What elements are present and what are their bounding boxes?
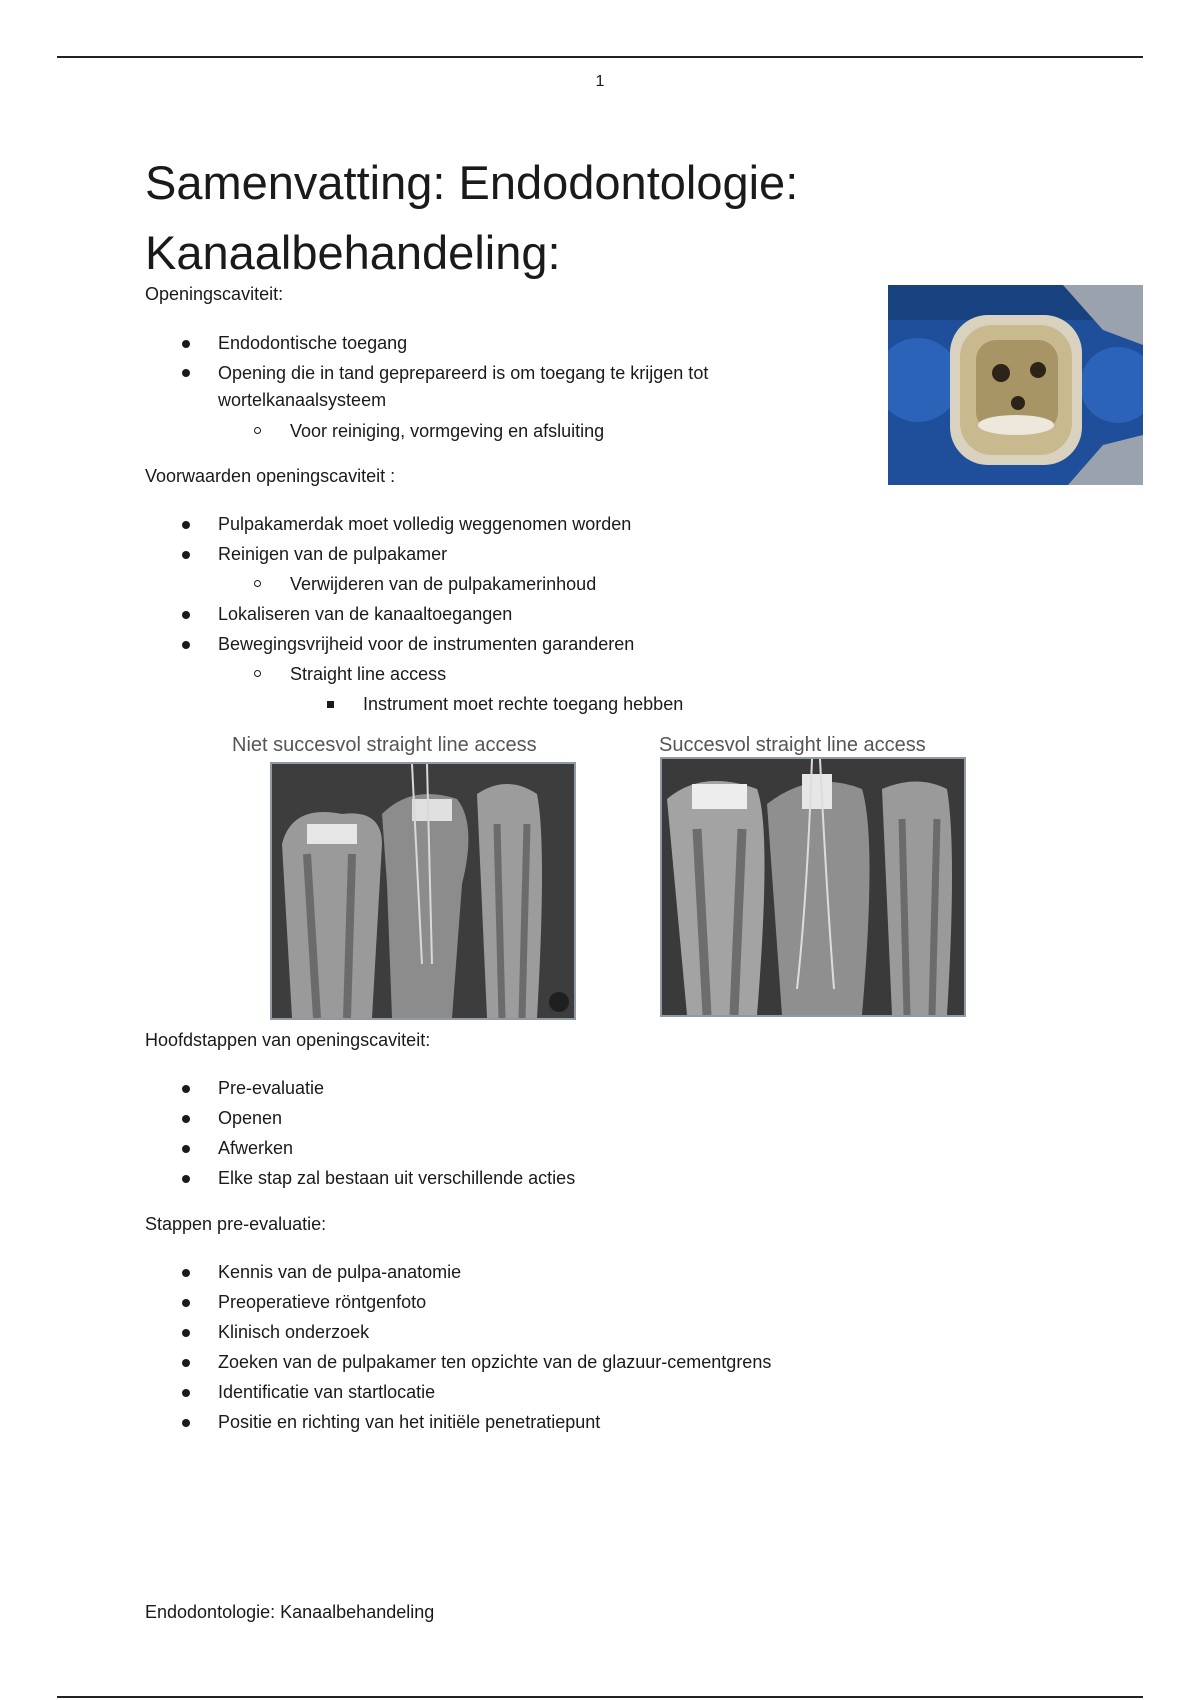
figure-caption-left: Niet succesvol straight line access [232,734,537,756]
bullet-icon [182,369,190,377]
header-rule [57,56,1143,58]
circle-bullet-icon [254,580,261,587]
bullet-icon [182,1359,190,1367]
xray-image-unsuccessful [272,764,574,1018]
section-heading-hoofdstappen: Hoofdstappen van openingscaviteit: [145,1030,431,1050]
bullet-icon [182,1085,190,1093]
footer-rule [57,1696,1143,1698]
xray-unsuccessful [270,762,576,1020]
bullet-icon [182,1115,190,1123]
bullet-icon [182,641,190,649]
section-heading-stappen-pre-evaluatie: Stappen pre-evaluatie: [145,1214,327,1234]
list-item: Klinisch onderzoek [145,1317,905,1347]
bullet-icon [182,1329,190,1337]
footer-text: Endodontologie: Kanaalbehandeling [145,1602,435,1622]
list-item: Pre-evaluatie [145,1073,905,1103]
list-item: Pulpakamerdak moet volledig weggenomen worden [145,509,905,539]
list-item: Reinigen van de pulpakamer [145,539,905,569]
bullet-icon [182,551,190,559]
list-item: Elke stap zal bestaan uit verschillende acties [145,1163,905,1193]
bullet-icon [182,340,190,348]
section-heading-voorwaarden: Voorwaarden openingscaviteit : [145,466,396,486]
xray-image-successful [662,759,964,1015]
list-item: Voor reiniging, vormgeving en afsluiting [145,416,905,446]
list-item: Endodontische toegang [145,328,905,358]
bullet-icon [182,611,190,619]
list-item: Straight line access [145,659,905,689]
list-voorwaarden [145,509,905,719]
access-cavity-photo [888,285,1143,485]
bullet-icon [182,521,190,529]
tooth-access-cavity-image [888,285,1143,485]
square-bullet-icon [327,701,334,708]
bullet-icon [182,1419,190,1427]
figure-caption-right: Succesvol straight line access [659,734,926,756]
page-number: 1 [595,73,605,90]
section-heading-openingscaviteit: Openingscaviteit: [145,284,284,304]
bullet-icon [182,1299,190,1307]
list-stappen-pre-evaluatie [145,1257,905,1437]
xray-successful [660,757,966,1017]
list-item: Preoperatieve röntgenfoto [145,1287,905,1317]
bullet-icon [182,1389,190,1397]
list-item: Instrument moet rechte toegang hebben [145,689,905,719]
list-item: Zoeken van de pulpakamer ten opzichte van de glazuur-cementgrens [145,1347,905,1377]
bullet-icon [182,1269,190,1277]
circle-bullet-icon [254,670,261,677]
list-item: Opening die in tand geprepareerd is om toegang te krijgen tot wortelkanaalsysteem [145,358,858,416]
list-item: Verwijderen van de pulpakamerinhoud [145,569,905,599]
list-item: Identificatie van startlocatie [145,1377,905,1407]
circle-bullet-icon [254,427,261,434]
list-item: Openen [145,1103,905,1133]
list-item: Lokaliseren van de kanaaltoegangen [145,599,905,629]
bullet-icon [182,1145,190,1153]
list-item: Bewegingsvrijheid voor de instrumenten garanderen [145,629,905,659]
bullet-icon [182,1175,190,1183]
list-hoofdstappen [145,1073,905,1193]
list-openingscaviteit [145,328,905,446]
list-item: Kennis van de pulpa-anatomie [145,1257,905,1287]
list-item: Positie en richting van het initiële penetratiepunt [145,1407,905,1437]
list-item: Afwerken [145,1133,905,1163]
document-title: Samenvatting: Endodontologie: Kanaalbehandeling: [145,156,799,279]
